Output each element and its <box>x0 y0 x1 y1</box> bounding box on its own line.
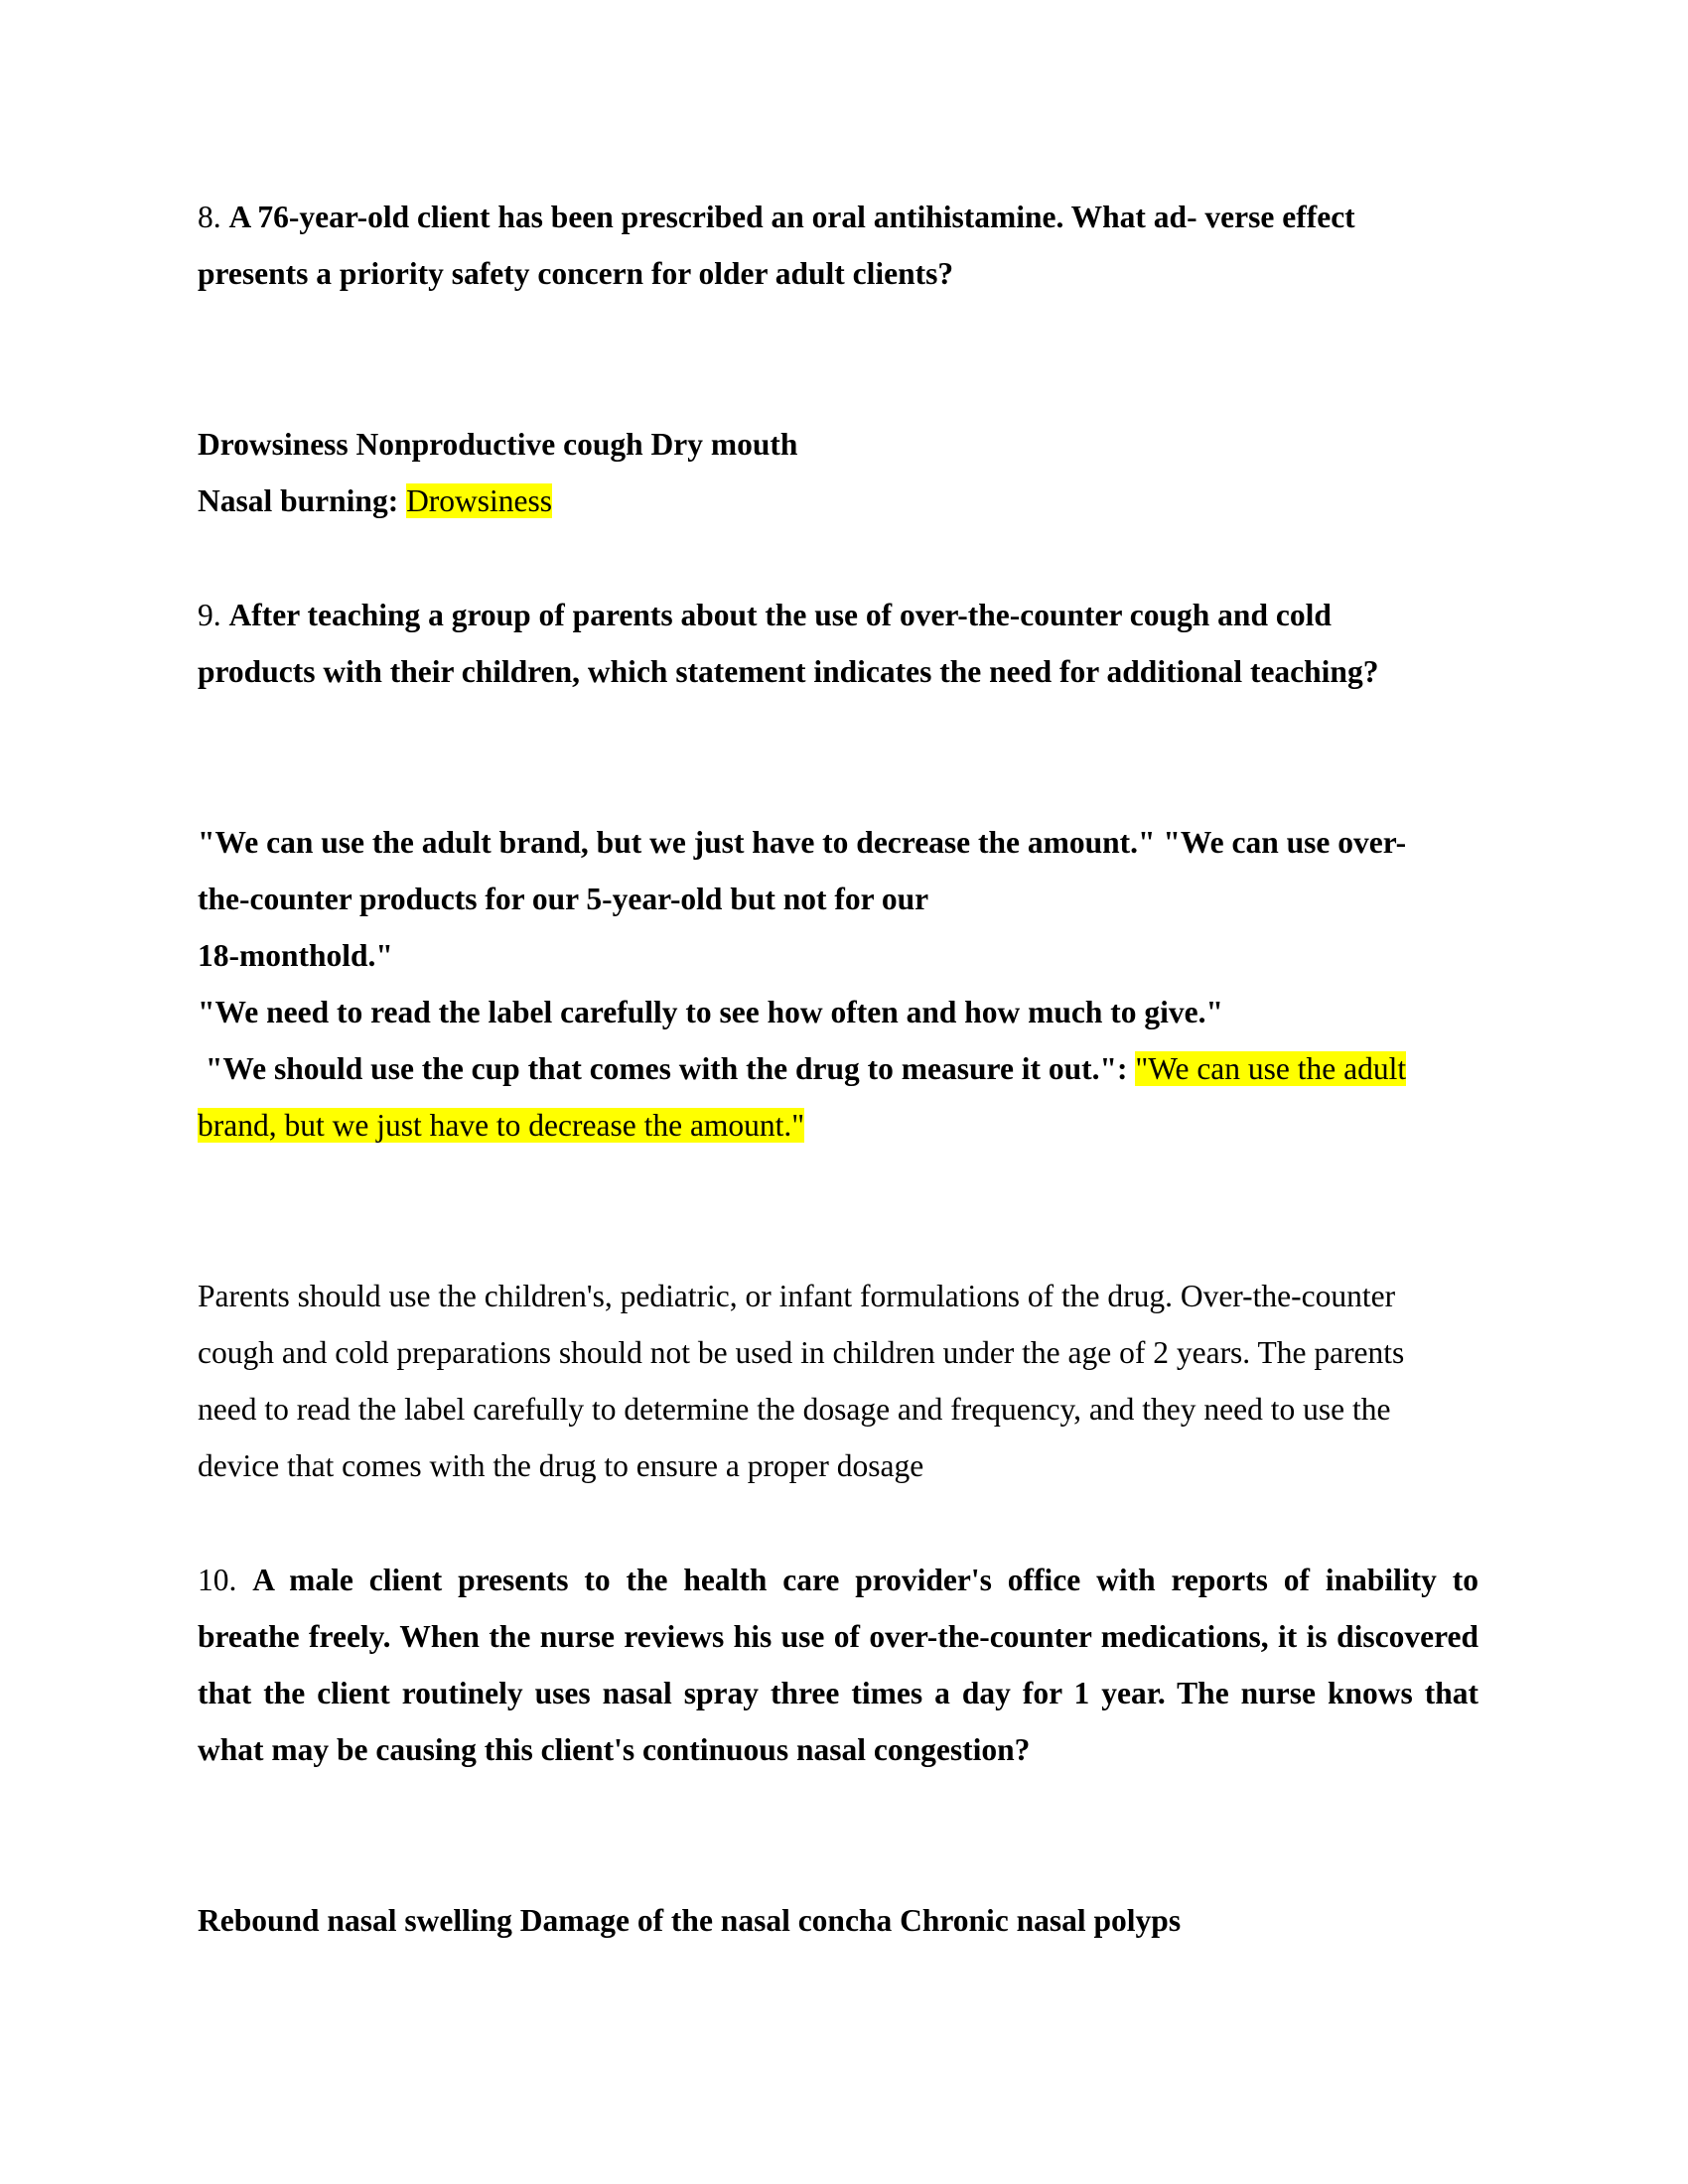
q8-number: 8. <box>198 200 229 234</box>
q9-question-text: After teaching a group of parents about the use of over-the-counter cough and cold <box>228 598 1332 632</box>
q10-question-text: A male client presents to the health care provider's office with reports of inability to <box>252 1563 1478 1597</box>
q10-question-line-4: what may be causing this client's continuous nasal congestion? <box>198 1732 1031 1767</box>
q8-question-text: A 76-year-old client has been prescribed an oral antihistamine. What ad- verse effect <box>228 200 1355 234</box>
q9-number: 9. <box>198 598 229 632</box>
q9-option-last: "We should use the cup that comes with the drug to measure it out.": <box>198 1051 1136 1086</box>
q9-rationale-line-2: cough and cold preparations should not be used in children under the age of 2 years. The parents <box>198 1335 1405 1370</box>
q10-question-line-3: that the client routinely uses nasal spray three times a day for 1 year. The nurse knows that <box>198 1676 1478 1710</box>
q9-answer-highlight-2: brand, but we just have to decrease the amount." <box>198 1108 805 1143</box>
q8-answer-highlight: Drowsiness <box>406 483 553 518</box>
q8-option-last: Nasal burning: <box>198 483 407 518</box>
q8-options-line-1: Drowsiness Nonproductive cough Dry mouth <box>198 427 798 462</box>
q9-question-line-2: products with their children, which statement indicates the need for additional teaching? <box>198 654 1379 689</box>
q9-options-line-2: the-counter products for our 5-year-old but not for our <box>198 882 929 916</box>
q10-options-line-1: Rebound nasal swelling Damage of the nasal concha Chronic nasal polyps <box>198 1903 1182 1938</box>
q8-options-line-2 <box>198 481 552 521</box>
q9-rationale-line-4: device that comes with the drug to ensure a proper dosage <box>198 1448 924 1483</box>
q8-question-line-2: presents a priority safety concern for older adult clients? <box>198 256 954 291</box>
q9-options-line-3: 18-monthold." <box>198 938 393 973</box>
q9-question-line-1 <box>198 596 1332 635</box>
q8-question-line-1 <box>198 198 1355 237</box>
q9-rationale-line-3: need to read the label carefully to determine the dosage and frequency, and they need to use the <box>198 1392 1391 1427</box>
q9-options-line-4: "We need to read the label carefully to see how often and how much to give." <box>198 995 1223 1029</box>
q9-options-line-5 <box>198 1049 1406 1089</box>
q10-question-line-1 <box>198 1561 1478 1600</box>
q10-question-line-2: breathe freely. When the nurse reviews his use of over-the-counter medications, it is discovered <box>198 1619 1478 1654</box>
q9-options-line-1: "We can use the adult brand, but we just have to decrease the amount." "We can use over- <box>198 825 1407 860</box>
q10-number: 10. <box>198 1563 253 1597</box>
q9-answer-highlight-1: "We can use the adult <box>1135 1051 1407 1086</box>
q9-answer-line-2 <box>198 1106 804 1146</box>
q9-rationale-line-1: Parents should use the children's, pediatric, or infant formulations of the drug. Over-the-counter <box>198 1279 1396 1313</box>
